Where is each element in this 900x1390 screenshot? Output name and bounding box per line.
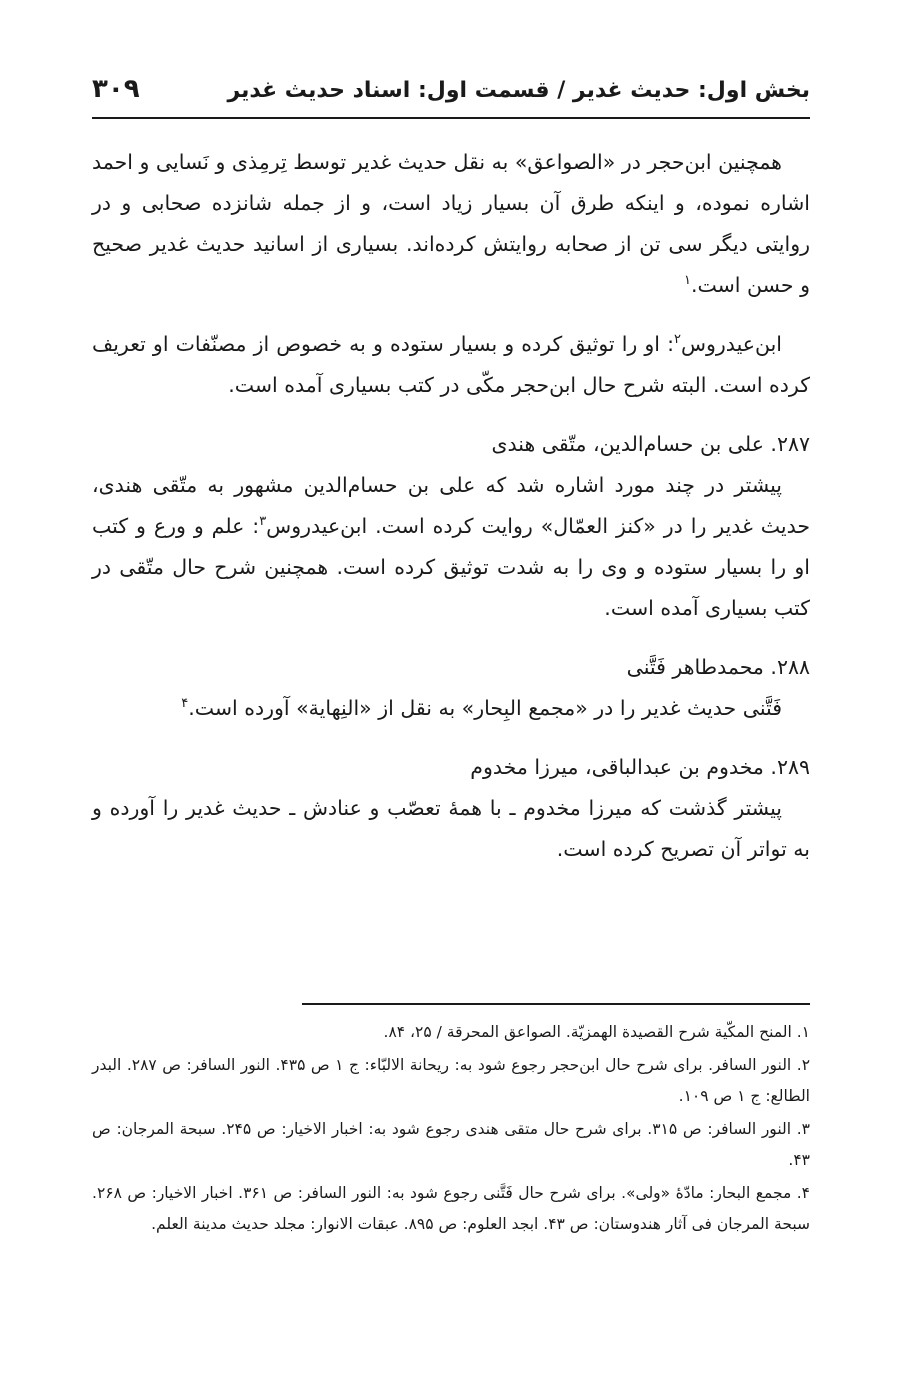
paragraph-text: همچنین ابن‌حجر در «الصواعق» به نقل حدیث غدیر توسط تِرمِذی و نَسایی و احمد اشاره نموده، و اینکه طرق آن بسیار زیاد است، و از جمله شانزده صحابی و در روایتی دیگر سی تن از صحابه روایتش کرده‌اند. بسیاری از اسانید حدیث غدیر صحیح و حسن است. <box>92 150 810 297</box>
paragraph-ibn-aydarus <box>92 324 810 406</box>
footnote-ref: ۴ <box>181 696 189 712</box>
footnote-ref: ۲ <box>674 332 681 348</box>
body-text <box>92 142 810 870</box>
page-header <box>92 72 810 112</box>
footnote-1: ۱. المنح المکّیة شرح القصیدة الهمزیّة. الصواعق المحرقة / ۲۵، ۸۴. <box>383 1023 810 1041</box>
entry-title-289: ۲۸۹. مخدوم بن عبدالباقی، میرزا مخدوم <box>470 755 810 779</box>
paragraph-text: فَتَّنی حدیث غدیر را در «مجمع البِحار» به نقل از «النِهایة» آورده است. <box>188 696 782 720</box>
entry-text-288 <box>92 688 810 729</box>
paragraph-text: : علم و ورع و کتب او را بسیار ستوده و وی را به شدت توثیق کرده است. همچنین شرح حال متّقی در کتب بسیاری آمده است. <box>92 514 810 620</box>
entry-text-289: پیشتر گذشت که میرزا مخدوم ـ با همهٔ تعصّب و عنادش ـ حدیث غدیر را آورده و به تواتر آن تصریح کرده است. <box>92 796 810 861</box>
book-page <box>92 0 810 1390</box>
footnote-ref: ۳ <box>259 514 267 530</box>
footnotes <box>92 1017 810 1242</box>
running-head: بخش اول: حدیث غدیر / قسمت اول: اسناد حدیث غدیر <box>227 78 810 103</box>
page-number: ۳۰۹ <box>92 74 140 104</box>
footnote-3: ۳. النور السافر: ص ۳۱۵. برای شرح حال متقی هندی رجوع شود به: اخبار الاخیار: ص ۲۴۵. سبحة المرجان: ص ۴۳. <box>92 1120 810 1169</box>
footnote-rule <box>302 1003 810 1005</box>
footnote-4: ۴. مجمع البحار: مادّهٔ «ولی». برای شرح حال فَتَّنی رجوع شود به: النور السافر: ص ۳۶۱. اخبار الاخیار: ص ۲۶۸. سبحة المرجان فی آثار هندوستان: ص ۴۳. ابجد العلوم: ص ۸۹۵. عبقات الانوار: مجلد حدیث مدینة العلم. <box>92 1184 810 1233</box>
paragraph-text: پیشتر در چند مورد اشاره شد که علی بن حسام‌الدین مشهور به متّقی هندی، حدیث غدیر را در «کنز العمّال» روایت کرده است. ابن‌عیدروس <box>92 473 810 538</box>
paragraph-ibn-hajar <box>92 142 810 306</box>
entry-text-287 <box>92 465 810 629</box>
entry-title-287: ۲۸۷. علی بن حسام‌الدین، متّقی هندی <box>491 432 810 456</box>
footnote-2: ۲. النور السافر. برای شرح حال ابن‌حجر رجوع شود به: ریحانة الالبّاء: ج ۱ ص ۴۳۵. النور السافر: ص ۲۸۷. البدر الطالع: ج ۱ ص ۱۰۹. <box>92 1056 811 1105</box>
entry-title-288: ۲۸۸. محمدطاهر فَتَّنی <box>626 655 810 679</box>
paragraph-text: : او را توثیق کرده و بسیار ستوده و به خصوص از مصنّفات او تعریف کرده است. البته شرح حال ابن‌حجر مکّی در کتب بسیاری آمده است. <box>92 332 810 397</box>
header-rule <box>92 117 810 119</box>
footnote-ref: ۱ <box>683 273 691 289</box>
paragraph-text: ابن‌عیدروس <box>680 332 782 356</box>
